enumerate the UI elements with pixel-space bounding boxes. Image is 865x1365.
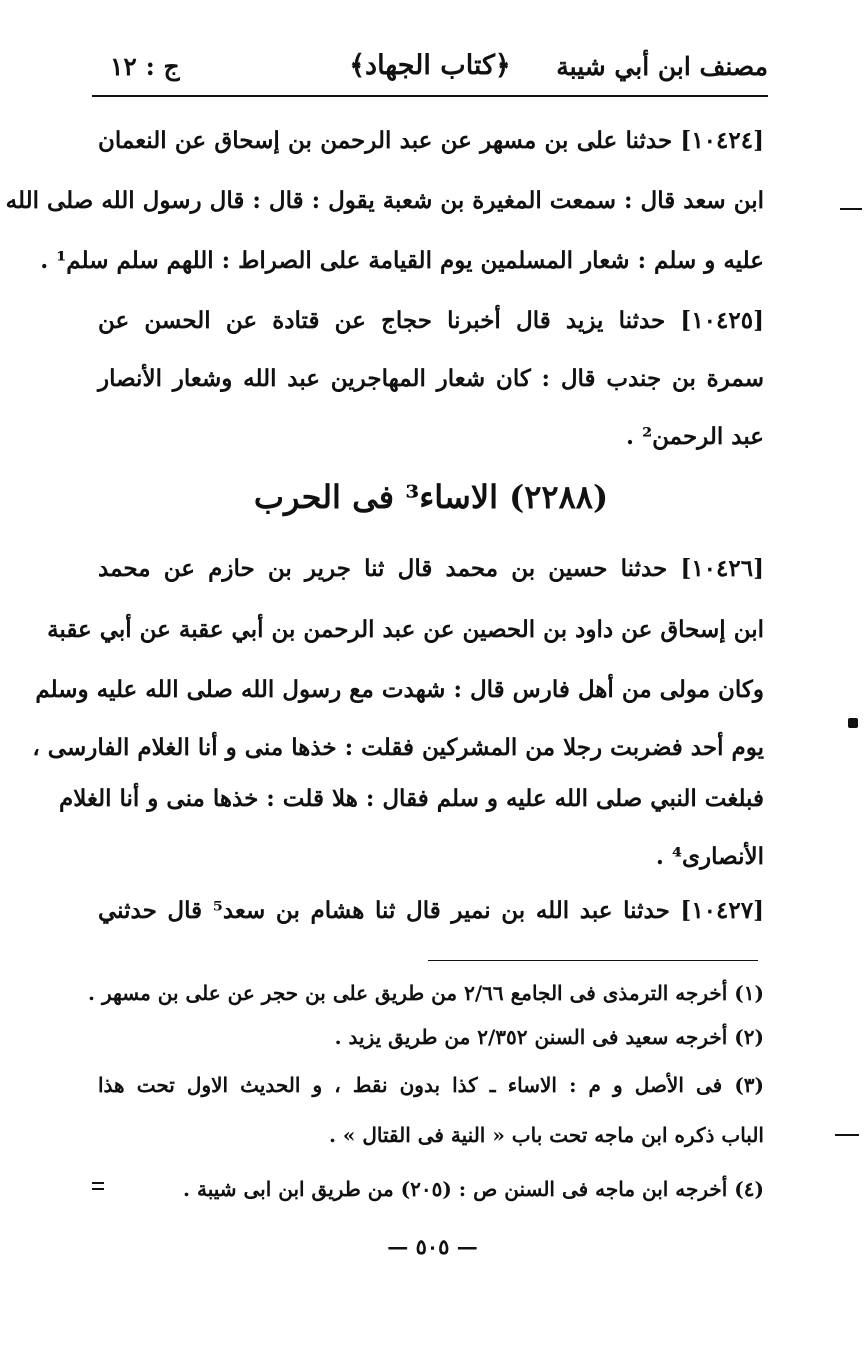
margin-mark bbox=[840, 208, 862, 210]
chapter-title: ﴿كتاب الجهاد﴾ bbox=[349, 50, 511, 81]
text-line: يوم أحد فضربت رجلا من المشركين فقلت : خذها منى و أنا الغلام الفارسى ، bbox=[32, 734, 764, 761]
footnote: (٢) أخرجه سعيد فى السنن ٢/٣٥٢ من طريق يزيد . bbox=[334, 1025, 764, 1049]
text-line: سمرة بن جندب قال : كان شعار المهاجرين عبد الله وشعار الأنصار bbox=[98, 365, 764, 392]
footnote: (٣) فى الأصل و م : الاساء ـ كذا بدون نقط ، و الحديث الاول تحت هذا bbox=[98, 1073, 764, 1097]
footnote-rule bbox=[428, 960, 758, 961]
text-line: عليه و سلم : شعار المسلمين يوم القيامة على الصراط : اللهم سلم سلم¹ . bbox=[40, 247, 764, 274]
text-line: [١٠٤٢٥] حدثنا يزيد قال أخبرنا حجاج عن قتادة عن الحسن عن bbox=[98, 307, 764, 334]
margin-mark bbox=[835, 1134, 859, 1136]
footnote: (١) أخرجه الترمذى فى الجامع ٢/٦٦ من طريق على بن حجر عن على بن مسهر . bbox=[88, 981, 764, 1005]
running-header bbox=[92, 42, 768, 94]
text-line: [١٠٤٢٦] حدثنا حسين بن محمد قال ثنا جرير بن حازم عن محمد bbox=[98, 555, 764, 582]
footnote: الباب ذكره ابن ماجه تحت باب « النية فى القتال » . bbox=[328, 1123, 764, 1147]
text-line: عبد الرحمن² . bbox=[626, 423, 764, 450]
footnote: (٤) أخرجه ابن ماجه فى السنن ص : (٢٠٥) من طريق ابن ابى شيبة . bbox=[183, 1177, 764, 1201]
text-line: [١٠٤٢٤] حدثنا على بن مسهر عن عبد الرحمن بن إسحاق عن النعمان bbox=[98, 127, 764, 154]
text-line: فبلغت النبي صلى الله عليه و سلم فقال : هلا قلت : خذها منى و أنا الغلام bbox=[59, 785, 764, 812]
header-rule bbox=[92, 95, 768, 97]
margin-mark bbox=[92, 1188, 104, 1190]
margin-mark bbox=[848, 718, 858, 728]
volume-number: ج : ١٢ bbox=[110, 52, 180, 81]
text-line: الأنصارى⁴ . bbox=[655, 843, 764, 870]
text-line: ابن إسحاق عن داود بن الحصين عن عبد الرحمن بن أبي عقبة عن أبي عقبة bbox=[47, 616, 764, 643]
section-heading: (٢٢٨٨) الاساء³ فى الحرب bbox=[253, 478, 609, 516]
text-line: [١٠٤٢٧] حدثنا عبد الله بن نمير قال ثنا هشام بن سعد⁵ قال حدثني bbox=[98, 897, 764, 924]
text-line: ابن سعد قال : سمعت المغيرة بن شعبة يقول : قال : قال رسول الله صلى الله bbox=[5, 187, 764, 214]
text-line: وكان مولى من أهل فارس قال : شهدت مع رسول الله صلى الله عليه وسلم bbox=[35, 676, 764, 703]
book-title: مصنف ابن أبي شيبة bbox=[556, 52, 768, 81]
page-number: — ٥٠٥ — bbox=[387, 1234, 478, 1259]
margin-mark bbox=[92, 1182, 104, 1184]
